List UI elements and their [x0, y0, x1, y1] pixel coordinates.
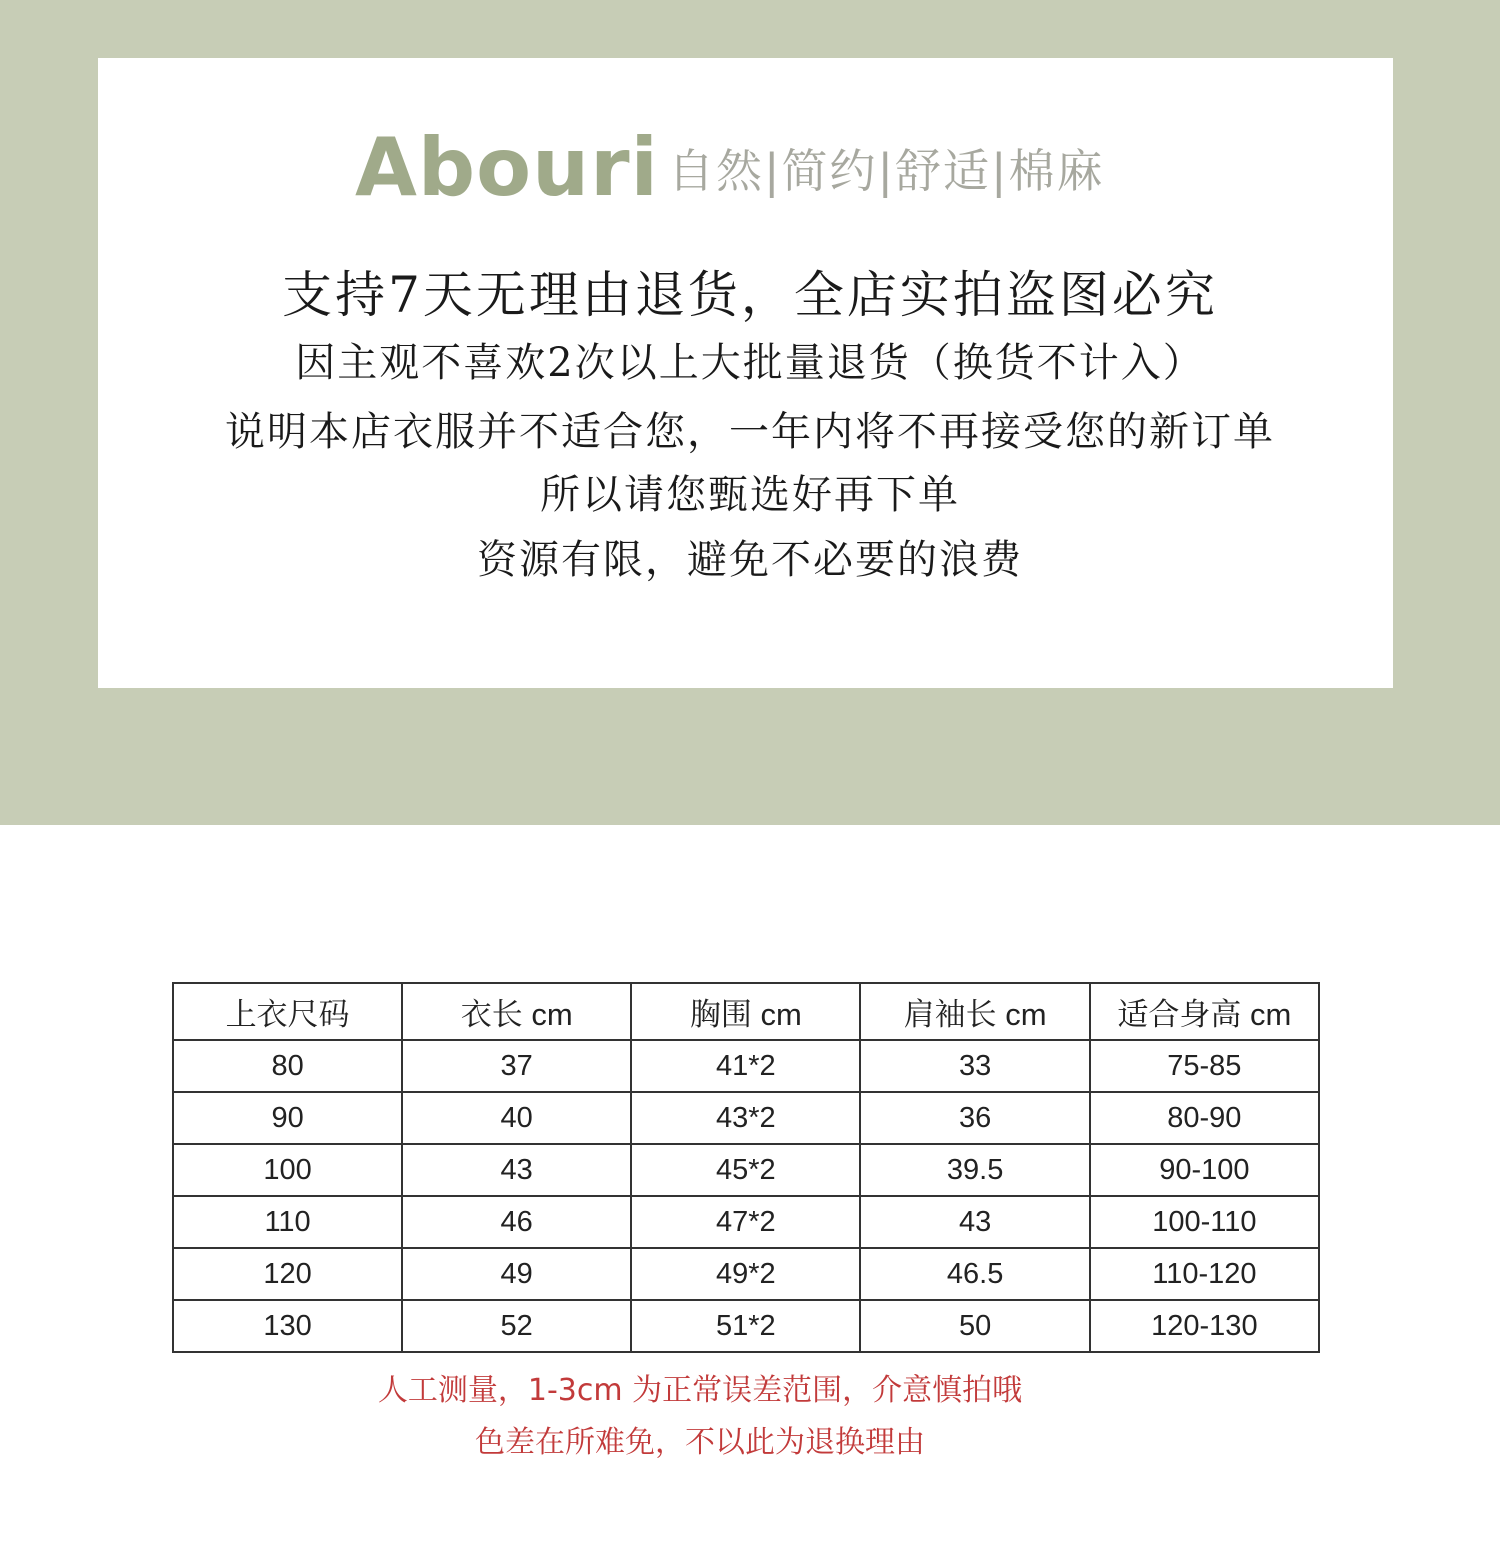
brand-row — [0, 118, 1500, 218]
cell-chest: 47*2 — [631, 1196, 860, 1248]
cell-chest: 45*2 — [631, 1144, 860, 1196]
cell-chest: 51*2 — [631, 1300, 860, 1352]
footnote-measurement: 人工测量，1-3cm 为正常误差范围，介意慎拍哦 — [377, 1373, 1023, 1408]
cell-size: 80 — [173, 1040, 402, 1092]
table-row — [173, 1300, 1319, 1352]
table-row — [173, 1040, 1319, 1092]
cell-shoulder-sleeve: 43 — [860, 1196, 1089, 1248]
cell-size: 130 — [173, 1300, 402, 1352]
footnote-color-difference: 色差在所难免，不以此为退换理由 — [475, 1425, 925, 1460]
size-chart-table — [172, 982, 1320, 1353]
cell-shoulder-sleeve: 39.5 — [860, 1144, 1089, 1196]
cell-shoulder-sleeve: 36 — [860, 1092, 1089, 1144]
cell-height: 120-130 — [1090, 1300, 1319, 1352]
cell-shoulder-sleeve: 50 — [860, 1300, 1089, 1352]
table-row — [173, 1144, 1319, 1196]
cell-length: 43 — [402, 1144, 631, 1196]
notice-line-order-refusal: 说明本店衣服并不适合您，一年内将不再接受您的新订单 — [225, 409, 1275, 455]
table-row — [173, 1196, 1319, 1248]
header-shoulder-sleeve: 肩袖长 cm — [860, 983, 1089, 1040]
header-length: 衣长 cm — [402, 983, 631, 1040]
header-height: 适合身高 cm — [1090, 983, 1319, 1040]
cell-length: 46 — [402, 1196, 631, 1248]
cell-length: 52 — [402, 1300, 631, 1352]
cell-chest: 41*2 — [631, 1040, 860, 1092]
cell-size: 100 — [173, 1144, 402, 1196]
cell-length: 49 — [402, 1248, 631, 1300]
table-row — [173, 1248, 1319, 1300]
notice-line-return-policy: 支持7天无理由退货，全店实拍盗图必究 — [282, 266, 1218, 324]
cell-shoulder-sleeve: 33 — [860, 1040, 1089, 1092]
cell-size: 120 — [173, 1248, 402, 1300]
header-chest: 胸围 cm — [631, 983, 860, 1040]
notice-line-avoid-waste: 资源有限，避免不必要的浪费 — [477, 537, 1023, 583]
notice-line-bulk-return: 因主观不喜欢2次以上大批量退货（换货不计入） — [295, 340, 1205, 386]
notice-line-choose-carefully: 所以请您甄选好再下单 — [540, 472, 960, 518]
cell-chest: 49*2 — [631, 1248, 860, 1300]
cell-height: 110-120 — [1090, 1248, 1319, 1300]
cell-height: 100-110 — [1090, 1196, 1319, 1248]
brand-tagline: 自然|简约|舒适|棉麻 — [668, 144, 1105, 198]
cell-shoulder-sleeve: 46.5 — [860, 1248, 1089, 1300]
cell-length: 37 — [402, 1040, 631, 1092]
brand-logo: Abouri — [355, 121, 659, 214]
header-size: 上衣尺码 — [173, 983, 402, 1040]
cell-height: 75-85 — [1090, 1040, 1319, 1092]
table-header-row — [173, 983, 1319, 1040]
cell-chest: 43*2 — [631, 1092, 860, 1144]
table-row — [173, 1092, 1319, 1144]
cell-size: 110 — [173, 1196, 402, 1248]
cell-length: 40 — [402, 1092, 631, 1144]
cell-height: 90-100 — [1090, 1144, 1319, 1196]
cell-size: 90 — [173, 1092, 402, 1144]
cell-height: 80-90 — [1090, 1092, 1319, 1144]
